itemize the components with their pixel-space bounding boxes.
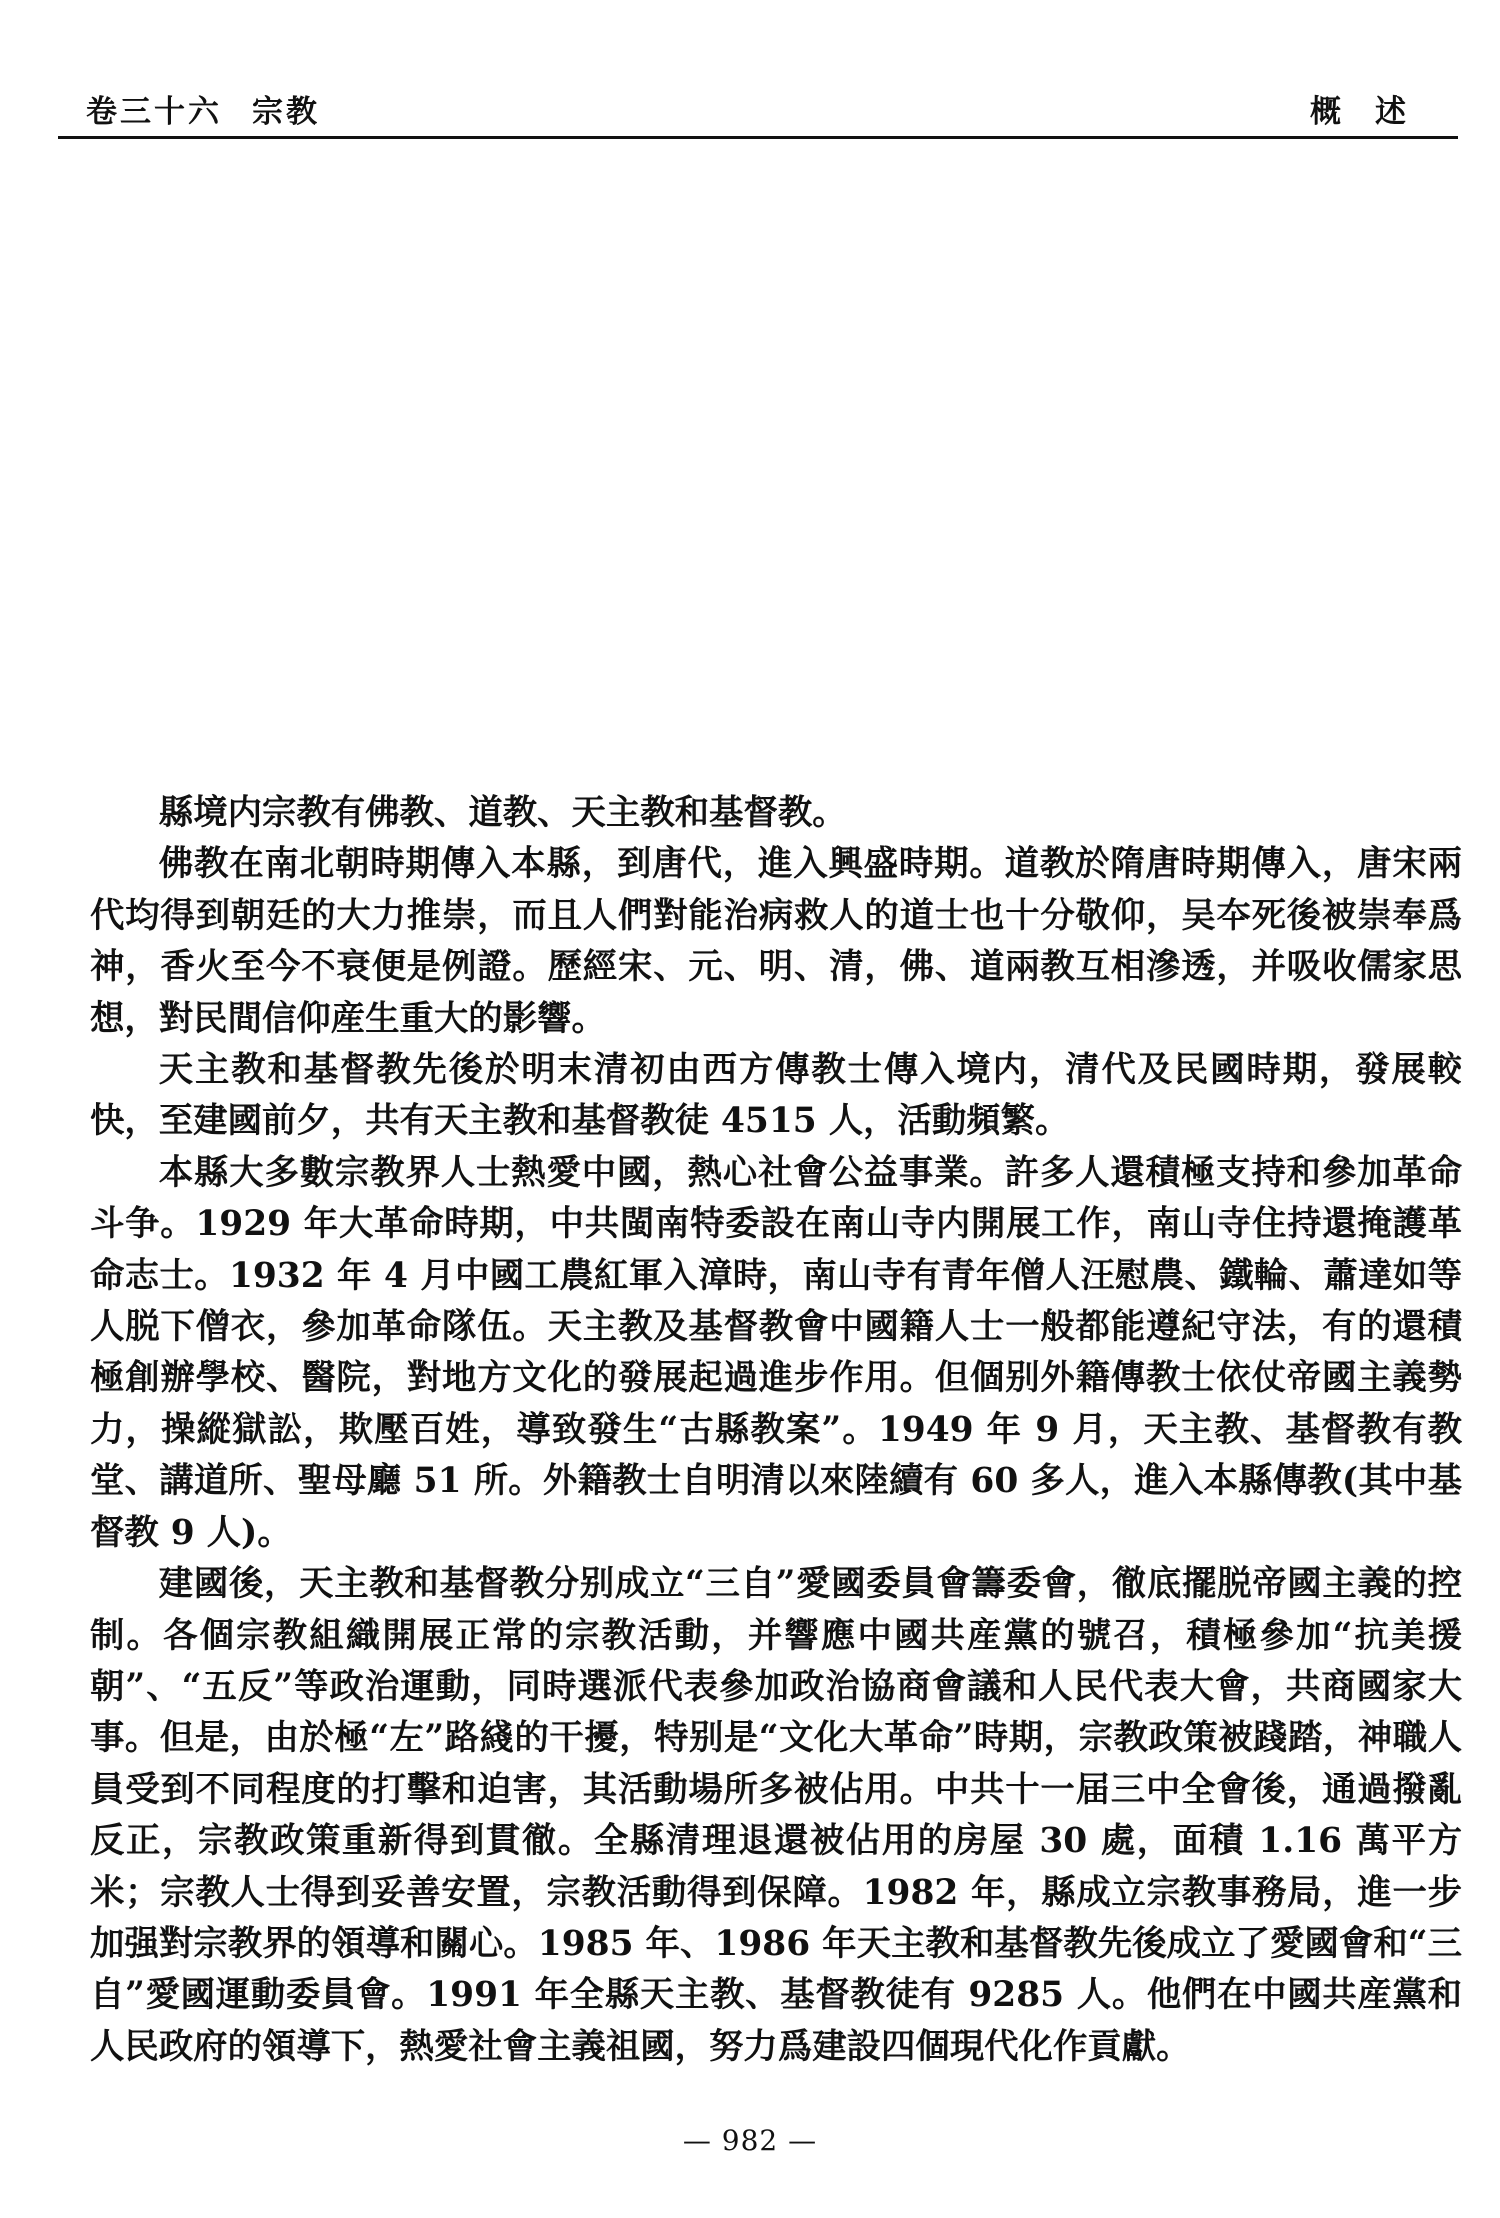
paragraph: 縣境内宗教有佛教、道教、天主教和基督教。 — [158, 793, 847, 833]
paragraph: 天主教和基督教先後於明末清初由西方傳教士傳入境内，清代及民國時期，發展較快，至建國前夕，共有天主教和基督教徒 4515 人，活動頻繁。 — [90, 1050, 1462, 1142]
volume-label: 卷三十六 — [86, 94, 222, 130]
body-text — [90, 788, 1462, 2073]
paragraph: 本縣大多數宗教界人士熱愛中國，熱心社會公益事業。許多人還積極支持和參加革命斗争。1929 年大革命時期，中共閩南特委設在南山寺内開展工作，南山寺住持還掩護革命志士。1932 年 4 月中國工農紅軍入漳時，南山寺有青年僧人汪慰農、鐵輪、蕭達如等人脱下僧衣，參加革命隊伍。天主教及基督教會中國籍人士一般都能遵紀守法，有的還積極創辦學校、醫院，對地方文化的發展起過進步作用。但個别外籍傳教士依仗帝國主義勢力，操縱獄訟，欺壓百姓，導致發生“古縣教案”。1949 年 9 月，天主教、基督教有教堂、講道所、聖母廳 51 所。外籍教士自明清以來陸續有 60 多人，進入本縣傳教(其中基督教 9 人)。 — [90, 1152, 1462, 1553]
page-header — [58, 80, 1458, 139]
page-number: — 982 — — [682, 2124, 818, 2157]
chapter-title: 概述 — [1310, 94, 1440, 130]
paragraph: 建國後，天主教和基督教分别成立“三自”愛國委員會籌委會，徹底擺脱帝國主義的控制。各個宗教組織開展正常的宗教活動，并響應中國共産黨的號召，積極參加“抗美援朝”、“五反”等政治運動，同時選派代表參加政治協商會議和人民代表大會，共商國家大事。但是，由於極“左”路綫的干擾，特别是“文化大革命”時期，宗教政策被踐踏，神職人員受到不同程度的打擊和迫害，其活動場所多被佔用。中共十一届三中全會後，通過撥亂反正，宗教政策重新得到貫徹。全縣清理退還被佔用的房屋 30 處，面積 1.16 萬平方米；宗教人士得到妥善安置，宗教活動得到保障。1982 年，縣成立宗教事務局，進一步加强對宗教界的領導和關心。1985 年、1986 年天主教和基督教先後成立了愛國會和“三自”愛國運動委員會。1991 年全縣天主教、基督教徒有 9285 人。他們在中國共産黨和人民政府的領導下，熱愛社會主義祖國，努力爲建設四個現代化作貢獻。 — [90, 1564, 1462, 2067]
running-title — [86, 86, 320, 131]
section-label: 宗教 — [252, 94, 320, 130]
paragraph: 佛教在南北朝時期傳入本縣，到唐代，進入興盛時期。道教於隋唐時期傳入，唐宋兩代均得到朝廷的大力推崇，而且人們對能治病救人的道士也十分敬仰，吴夲死後被崇奉爲神，香火至今不衰便是例證。歷經宋、元、明、清，佛、道兩教互相滲透，并吸收儒家思想，對民間信仰産生重大的影響。 — [90, 844, 1462, 1039]
